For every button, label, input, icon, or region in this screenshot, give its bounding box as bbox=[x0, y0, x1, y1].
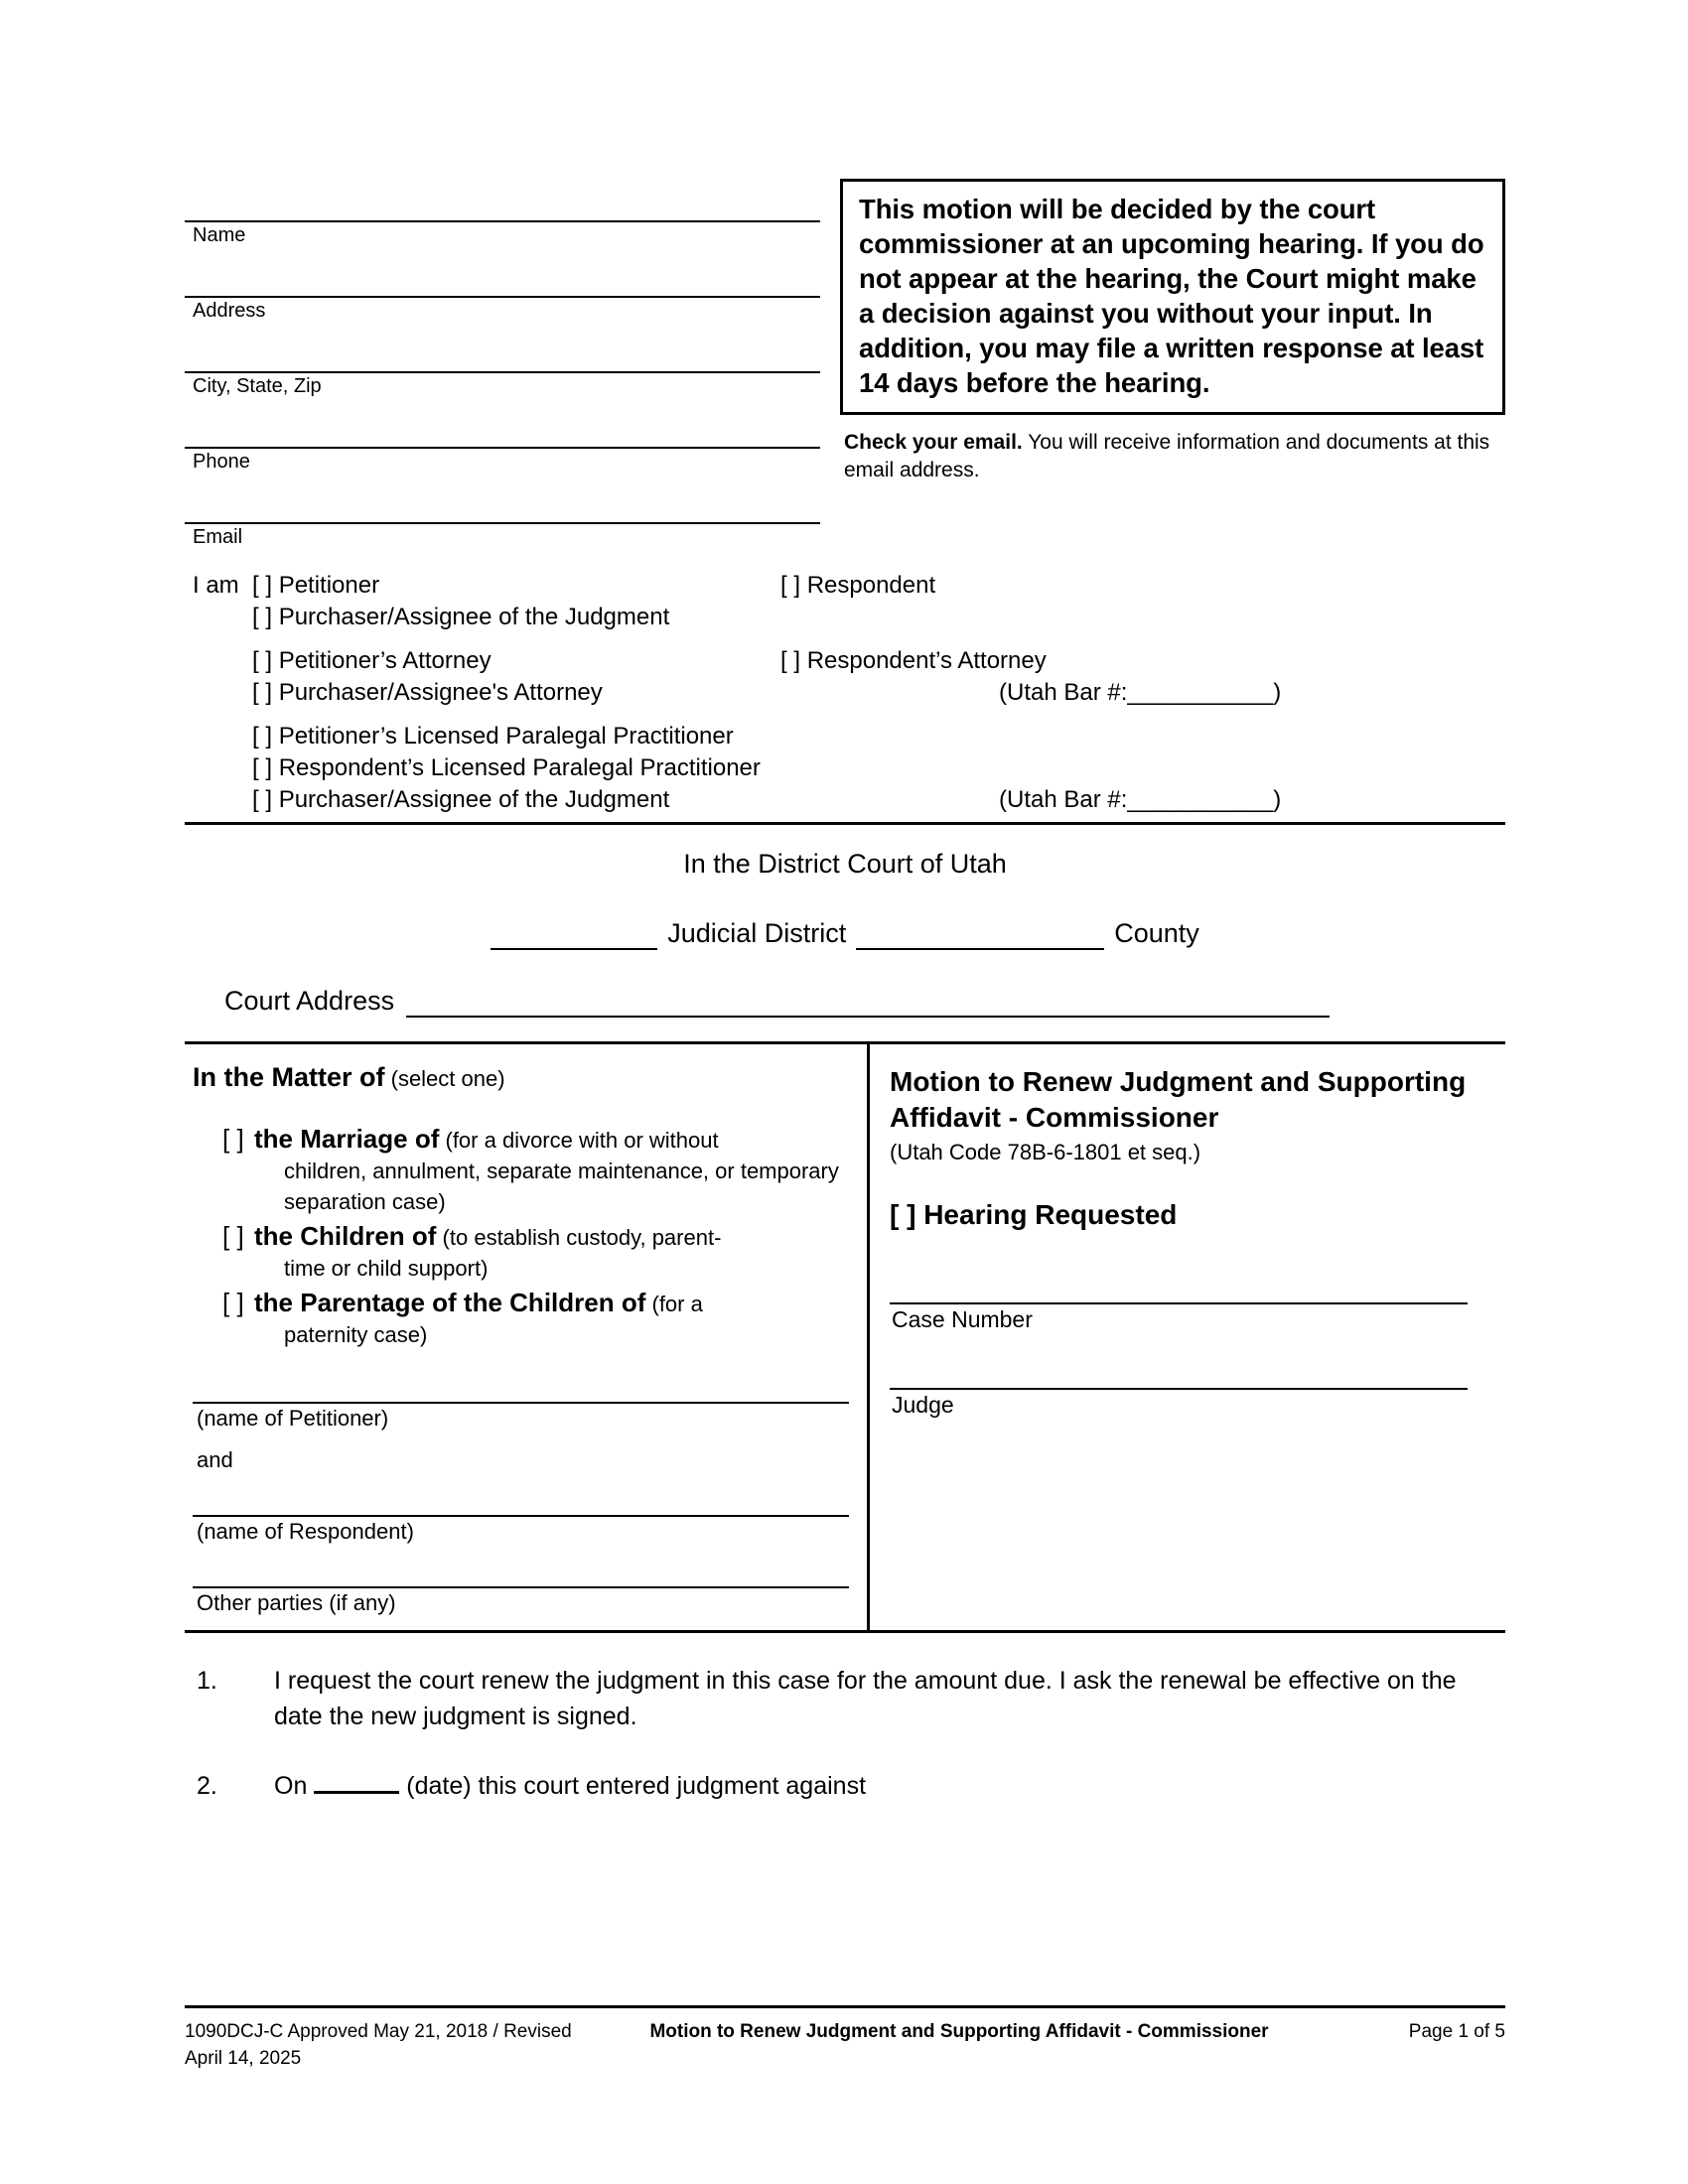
field-address[interactable] bbox=[185, 254, 820, 330]
field-label: Address bbox=[193, 300, 266, 322]
checkbox-glyph: [ ] bbox=[252, 723, 273, 750]
court-title: In the District Court of Utah bbox=[683, 849, 1007, 879]
motion-title-column bbox=[870, 1044, 1505, 1630]
court-address-line bbox=[185, 984, 1505, 1018]
paragraph-text-pre: On bbox=[274, 1772, 315, 1800]
checkbox-hearing-requested[interactable]: [ ] Hearing Requested bbox=[890, 1199, 1178, 1230]
role-label: Petitioner’s Licensed Paralegal Practitioner bbox=[278, 723, 734, 750]
utah-bar-number-field-attorney[interactable]: (Utah Bar #:___________) bbox=[999, 679, 1282, 706]
notice-column bbox=[820, 179, 1505, 484]
footer-form-title: Motion to Renew Judgment and Supporting Affidavit - Commissioner bbox=[649, 2021, 1269, 2042]
field-other-parties[interactable] bbox=[193, 1553, 849, 1620]
commissioner-notice-box: This motion will be decided by the court commissioner at an upcoming hearing. If you do not appear at the hearing, the Court might make a decision against you without your input. In addition, you may file a written response at least 14 days before the hearing. bbox=[840, 179, 1505, 415]
county-input[interactable] bbox=[856, 922, 1104, 950]
checkbox-parentage[interactable]: [ ] bbox=[222, 1288, 244, 1317]
option-parentage[interactable] bbox=[193, 1288, 849, 1350]
checkbox-petitioner-attorney[interactable] bbox=[252, 645, 492, 677]
and-connector: and bbox=[197, 1447, 233, 1472]
option-parentage-continued: paternity case) bbox=[284, 1322, 428, 1347]
footer-row bbox=[185, 2018, 1505, 2072]
checkbox-petitioner-lpp[interactable] bbox=[252, 721, 734, 752]
option-children-label: the Children of bbox=[254, 1221, 437, 1251]
role-label: Petitioner bbox=[278, 572, 380, 599]
field-rule bbox=[185, 447, 820, 449]
field-label: Name bbox=[193, 224, 246, 246]
role-row-purchaser-assignee-2 bbox=[185, 784, 1505, 816]
field-label: Judge bbox=[892, 1392, 954, 1418]
paragraph-2 bbox=[193, 1768, 1505, 1804]
caption-block bbox=[185, 179, 1505, 556]
field-label: (name of Petitioner) bbox=[197, 1406, 389, 1431]
party-contact-fields bbox=[185, 179, 820, 556]
field-judge[interactable] bbox=[890, 1352, 1497, 1437]
role-row-petitioner-lpp bbox=[185, 721, 1505, 752]
i-am-label: I am bbox=[193, 572, 239, 599]
field-rule bbox=[193, 1515, 849, 1517]
field-email[interactable] bbox=[185, 480, 820, 556]
numbered-paragraphs bbox=[185, 1663, 1505, 1804]
motion-title: Motion to Renew Judgment and Supporting Affidavit - Commissioner bbox=[890, 1066, 1467, 1133]
judicial-district-line bbox=[185, 916, 1505, 950]
field-petitioner-name[interactable] bbox=[193, 1368, 849, 1439]
utah-bar-number-field-lpp[interactable]: (Utah Bar #:___________) bbox=[999, 786, 1282, 813]
check-email-note bbox=[840, 429, 1505, 484]
field-rule bbox=[185, 220, 820, 222]
motion-statute-citation: (Utah Code 78B-6-1801 et seq.) bbox=[890, 1140, 1201, 1164]
field-rule bbox=[185, 296, 820, 298]
checkbox-purchaser-assignee-attorney[interactable] bbox=[252, 677, 603, 709]
paragraph-text-post: (date) this court entered judgment against bbox=[399, 1772, 867, 1800]
option-children[interactable] bbox=[193, 1221, 849, 1284]
checkbox-glyph: [ ] bbox=[780, 647, 801, 674]
role-row-respondent-lpp bbox=[185, 752, 1505, 784]
field-rule bbox=[185, 522, 820, 524]
field-phone[interactable] bbox=[185, 405, 820, 480]
field-label: Email bbox=[193, 526, 243, 548]
field-label: Case Number bbox=[892, 1306, 1033, 1332]
matter-heading-bold: In the Matter of bbox=[193, 1062, 385, 1092]
checkbox-petitioner[interactable] bbox=[252, 570, 379, 602]
checkbox-glyph: [ ] bbox=[252, 604, 273, 630]
footer-divider bbox=[185, 2005, 1505, 2008]
checkbox-glyph: [ ] bbox=[252, 679, 273, 706]
judicial-district-label: Judicial District bbox=[667, 918, 847, 948]
option-marriage-note: (for a divorce with or without bbox=[439, 1128, 719, 1153]
checkbox-marriage[interactable]: [ ] bbox=[222, 1124, 244, 1154]
checkbox-children[interactable]: [ ] bbox=[222, 1221, 244, 1251]
checkbox-respondent[interactable] bbox=[780, 570, 935, 602]
role-selection-block bbox=[185, 570, 1505, 816]
field-rule bbox=[193, 1586, 849, 1588]
checkbox-purchaser-assignee-2[interactable] bbox=[252, 784, 669, 816]
checkbox-respondent-attorney[interactable] bbox=[780, 645, 1047, 677]
checkbox-glyph: [ ] bbox=[252, 647, 273, 674]
paragraph-text: I request the court renew the judgment in this case for the amount due. I ask the renewal be effective on the date the new judgment is signed. bbox=[274, 1667, 1457, 1730]
role-label: Petitioner’s Attorney bbox=[278, 647, 492, 674]
judicial-district-input[interactable] bbox=[491, 922, 657, 950]
paragraph-number: 2. bbox=[197, 1772, 217, 1800]
role-row-petitioner bbox=[185, 570, 1505, 602]
paragraph-number: 1. bbox=[197, 1667, 217, 1695]
option-marriage-continued: children, annulment, separate maintenance, or temporary separation case) bbox=[284, 1159, 839, 1214]
role-label: Purchaser/Assignee's Attorney bbox=[278, 679, 603, 706]
field-rule bbox=[890, 1388, 1468, 1390]
field-case-number[interactable] bbox=[890, 1267, 1497, 1352]
court-identity-block bbox=[185, 825, 1505, 1027]
judgment-date-input[interactable] bbox=[314, 1769, 399, 1794]
role-row-petitioner-attorney bbox=[185, 645, 1505, 677]
paragraph-1 bbox=[193, 1663, 1505, 1734]
case-caption-box bbox=[185, 1041, 1505, 1633]
option-parentage-note: (for a bbox=[645, 1292, 703, 1316]
role-row-purchaser-attorney bbox=[185, 677, 1505, 709]
field-rule bbox=[890, 1302, 1468, 1304]
field-name[interactable] bbox=[185, 179, 820, 254]
check-email-text: You will receive information and documents at this email address. bbox=[844, 431, 1490, 481]
role-label: Purchaser/Assignee of the Judgment bbox=[278, 604, 670, 630]
in-the-matter-of-heading bbox=[193, 1060, 849, 1096]
option-parentage-label: the Parentage of the Children of bbox=[254, 1288, 646, 1317]
footer-page-number: Page 1 of 5 bbox=[1408, 2021, 1505, 2042]
checkbox-respondent-lpp[interactable] bbox=[252, 752, 761, 784]
check-email-label: Check your email. bbox=[844, 431, 1023, 454]
checkbox-glyph: [ ] bbox=[252, 786, 273, 813]
role-row-purchaser-assignee bbox=[185, 602, 1505, 633]
field-label: City, State, Zip bbox=[193, 375, 322, 397]
checkbox-glyph: [ ] bbox=[252, 754, 273, 781]
matter-heading-note: (select one) bbox=[384, 1066, 505, 1091]
checkbox-glyph: [ ] bbox=[780, 572, 801, 599]
option-children-continued: time or child support) bbox=[284, 1256, 489, 1281]
court-address-input[interactable] bbox=[406, 990, 1330, 1018]
checkbox-purchaser-assignee[interactable] bbox=[252, 602, 669, 633]
field-rule bbox=[193, 1402, 849, 1404]
field-label: Phone bbox=[193, 451, 250, 473]
field-label: (name of Respondent) bbox=[197, 1519, 414, 1544]
option-marriage-label: the Marriage of bbox=[254, 1124, 440, 1154]
role-label: Purchaser/Assignee of the Judgment bbox=[278, 786, 670, 813]
field-label: Other parties (if any) bbox=[197, 1590, 396, 1615]
role-label: Respondent’s Licensed Paralegal Practitioner bbox=[278, 754, 761, 781]
county-label: County bbox=[1114, 918, 1199, 948]
checkbox-glyph: [ ] bbox=[252, 572, 273, 599]
field-city-state-zip[interactable] bbox=[185, 330, 820, 405]
form-body bbox=[185, 179, 1505, 1838]
field-respondent-name[interactable] bbox=[193, 1481, 849, 1553]
matter-column bbox=[185, 1044, 870, 1630]
page-footer bbox=[185, 2005, 1505, 2072]
court-address-label: Court Address bbox=[224, 986, 395, 1016]
option-children-note: (to establish custody, parent- bbox=[436, 1225, 722, 1250]
role-label: Respondent’s Attorney bbox=[806, 647, 1047, 674]
footer-form-id: 1090DCJ-C Approved May 21, 2018 / Revised April 14, 2025 bbox=[185, 2021, 572, 2069]
option-marriage[interactable] bbox=[193, 1124, 849, 1217]
role-label: Respondent bbox=[806, 572, 936, 599]
